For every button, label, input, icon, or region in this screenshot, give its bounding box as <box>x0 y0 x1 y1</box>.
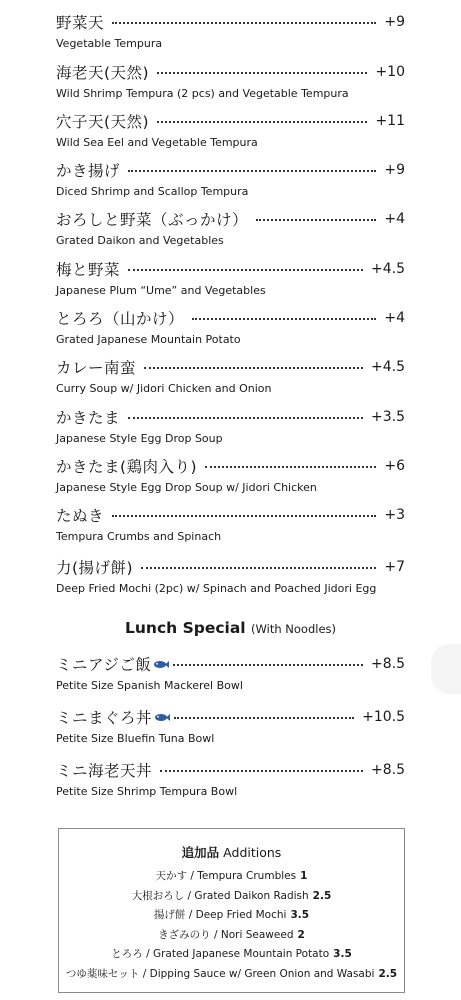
menu-item <box>56 404 405 445</box>
addition-label: つゆ薬味セット / Dipping Sauce w/ Green Onion and Wasabi <box>65 967 375 980</box>
item-name-en: Japanese Plum “Ume” and Vegetables <box>56 284 266 297</box>
addition-price: 3.5 <box>290 909 310 922</box>
item-price: +9 <box>384 162 405 178</box>
item-name-jp: 力(揚げ餅) <box>56 559 134 577</box>
addition-price: 2.5 <box>378 967 398 980</box>
item-name-jp: 穴子天(天然) <box>56 113 150 131</box>
item-price: +10.5 <box>362 709 405 725</box>
leader-dots <box>157 121 367 123</box>
addition-price: 2.5 <box>312 889 332 902</box>
additions-title <box>59 843 404 861</box>
addition-label: きざみのり / Nori Seaweed <box>158 928 294 941</box>
item-name-en: Japanese Style Egg Drop Soup <box>56 432 223 445</box>
menu-item <box>56 256 405 297</box>
item-name-en: Curry Soup w/ Jidori Chicken and Onion <box>56 382 272 395</box>
item-price: +11 <box>375 113 405 129</box>
item-name-jp: たぬき <box>56 507 105 525</box>
item-price: +6 <box>384 458 405 474</box>
addition-label: とろろ / Grated Japanese Mountain Potato <box>111 948 330 961</box>
item-name-en: Petite Size Shrimp Tempura Bowl <box>56 785 238 798</box>
item-price: +9 <box>384 14 405 30</box>
item-name-jp: とろろ（山かけ） <box>56 310 185 328</box>
addition-row <box>59 965 404 985</box>
item-name-en: Grated Japanese Mountain Potato <box>56 333 241 346</box>
menu-item <box>56 157 405 198</box>
additions-title-en: Additions <box>223 845 282 860</box>
leader-dots <box>160 770 363 772</box>
additions-box <box>58 828 405 993</box>
item-price: +3.5 <box>371 409 405 425</box>
menu-item <box>56 9 405 50</box>
addition-row <box>59 945 404 965</box>
lunch-item <box>56 757 405 798</box>
leader-dots <box>112 22 376 24</box>
menu-item <box>56 354 405 395</box>
addition-price: 2 <box>297 928 305 941</box>
item-name-jp: かきたま <box>56 409 121 427</box>
leader-dots <box>128 417 363 419</box>
leader-dots <box>128 170 376 172</box>
leader-dots <box>174 717 354 719</box>
leader-dots <box>144 367 363 369</box>
leader-dots <box>157 72 367 74</box>
item-price: +4 <box>384 211 405 227</box>
leader-dots <box>112 515 376 517</box>
leader-dots <box>205 466 376 468</box>
item-price: +10 <box>375 64 405 80</box>
menu-item <box>56 59 405 100</box>
leader-dots <box>128 269 363 271</box>
menu-item <box>56 108 405 149</box>
menu-item <box>56 305 405 346</box>
addition-row <box>59 867 404 887</box>
item-name-en: Wild Shrimp Tempura (2 pcs) and Vegetable Tempura <box>56 87 349 100</box>
menu-item <box>56 453 405 494</box>
item-price: +4 <box>384 310 405 326</box>
menu-item <box>56 502 405 543</box>
addition-price: 3.5 <box>333 948 352 961</box>
item-name-jp: 野菜天 <box>56 14 105 32</box>
item-name-en: Diced Shrimp and Scallop Tempura <box>56 185 249 198</box>
item-price: +8.5 <box>371 656 405 672</box>
addition-row <box>59 906 404 926</box>
item-name-en: Petite Size Spanish Mackerel Bowl <box>56 679 243 692</box>
leader-dots <box>192 318 376 320</box>
lunch-item <box>56 704 405 745</box>
item-name-en: Wild Sea Eel and Vegetable Tempura <box>56 136 258 149</box>
background-artifact <box>431 644 461 694</box>
item-price: +7 <box>384 559 405 575</box>
section-title-lunch-special <box>0 619 461 637</box>
item-price: +3 <box>384 507 405 523</box>
item-name-jp: 海老天(天然) <box>56 64 150 82</box>
item-price: +8.5 <box>371 762 405 778</box>
fish-icon <box>153 660 169 669</box>
item-name-en: Deep Fried Mochi (2pc) w/ Spinach and Poached Jidori Egg <box>56 582 377 595</box>
leader-dots <box>173 664 363 666</box>
menu-item <box>56 206 405 247</box>
lunch-item <box>56 651 405 692</box>
additions-title-jp: 追加品 <box>181 845 220 860</box>
leader-dots <box>256 219 376 221</box>
menu-item <box>56 554 405 595</box>
addition-label: 揚げ餅 / Deep Fried Mochi <box>153 909 287 922</box>
section-subtitle: (With Noodles) <box>251 622 336 636</box>
addition-row <box>59 887 404 907</box>
addition-row <box>59 926 404 946</box>
item-name-en: Japanese Style Egg Drop Soup w/ Jidori Chicken <box>56 481 317 494</box>
item-name-jp: ミニ海老天丼 <box>56 762 153 780</box>
item-name-jp: ミニまぐろ丼 <box>56 709 153 727</box>
item-price: +4.5 <box>371 261 405 277</box>
item-price: +4.5 <box>371 359 405 375</box>
addition-price: 1 <box>300 870 308 882</box>
item-name-en: Petite Size Bluefin Tuna Bowl <box>56 732 215 745</box>
item-name-jp: 梅と野菜 <box>56 261 121 279</box>
item-name-jp: かき揚げ <box>56 162 121 180</box>
item-name-en: Vegetable Tempura <box>56 37 163 50</box>
addition-label: 大根おろし / Grated Daikon Radish <box>131 889 309 902</box>
leader-dots <box>141 567 376 569</box>
item-name-en: Grated Daikon and Vegetables <box>56 234 224 247</box>
addition-label: 天かす / Tempura Crumbles <box>155 870 297 882</box>
fish-icon <box>154 713 170 722</box>
item-name-jp: かきたま(鶏肉入り) <box>56 458 198 476</box>
item-name-jp: おろしと野菜（ぶっかけ） <box>56 211 249 229</box>
section-title-text: Lunch Special <box>125 619 246 637</box>
item-name-jp: カレー南蛮 <box>56 359 137 377</box>
item-name-jp: ミニアジご飯 <box>56 656 152 674</box>
item-name-en: Tempura Crumbs and Spinach <box>56 530 222 543</box>
